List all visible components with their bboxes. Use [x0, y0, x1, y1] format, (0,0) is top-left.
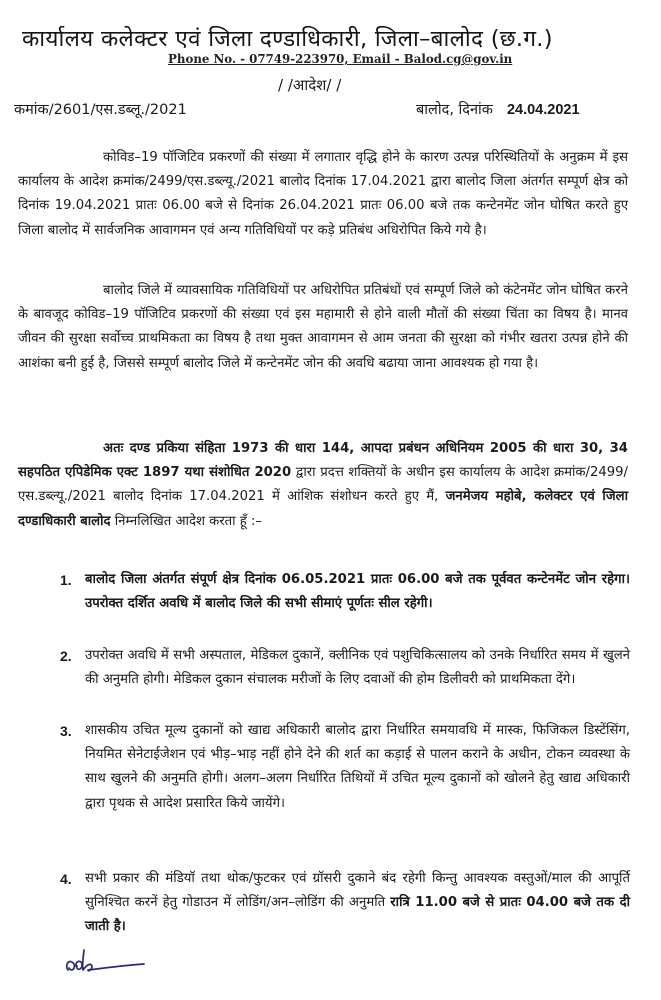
order-number: 4. [60, 871, 72, 887]
place-date [416, 99, 580, 119]
paragraph-text: कोविड–19 पॉजिटिव प्रकरणों की संख्या में लगातार वृद्धि होने के कारण उत्पन्न परिस्थितियों के अनुक्रम में इस कार्यालय के आदेश क्रमांक/2499/एस.डब्ल्यू./2021 बालोद दिनांक 17.04.2021 द्वारा बालोद जिला अंतर्गत सम्पूर्ण क्षेत्र को दिनांक 19.04.2021 प्रातः 06.00 बजे से दिनांक 26.04.2021 प्रातः 06.00 बजे तक कन्टेनमेंट जोन घोषित करते हुए जिला बालोद में सार्वजनिक आवागमन एवं अन्य गतिविधियों पर कड़े प्रतिबंध अधिरोपित किये गये है। [18, 150, 628, 238]
order-number: 3. [60, 723, 72, 739]
order-item [58, 867, 630, 940]
order-list [58, 644, 630, 692]
reference-number: कमांक/2601/एस.डब्लू./2021 [14, 102, 187, 118]
paragraph-text: बालोद जिले में व्यावसायिक गतिविधियों पर अधिरोपित प्रतिबंधों एवं सम्पूर्ण जिले को कंटेनमेंट जोन घोषित करने के बावजूद कोविड–19 पॉजिटिव प्रकरणों की संख्या एवं इस महामारी से होने वाली मौतों की संख्या चिंता का विषय है। मानव जीवन की सुरक्षा सर्वोच्च प्राथमिकता का विषय है तथा मुक्त आवागमन से आम जनता की सुरक्षा को गंभीर खतरा उत्पन्न होने की आशंका बनी हुई है, जिससे सम्पूर्ण बालोद जिले में कन्टेनमेंट जोन की अवधि बढाया जाना आवश्यक हो गया है। [18, 283, 628, 371]
order-list [58, 719, 630, 816]
signature-stroke [67, 950, 144, 971]
signature [62, 944, 152, 980]
paragraph-concern [18, 279, 628, 376]
order-item [58, 568, 630, 616]
paragraph-authority [18, 437, 628, 534]
paragraph-text: द्वारा प्रदत्त शक्तियों के अधीन इस कार्यालय के आदेश क्रमांक/2499/एस.डब्ल्यू./2021 बालोद दिनांक 17.04.2021 में आंशिक संशोधन करते हुए मैं, [18, 465, 628, 505]
order-text: उपरोक्त अवधि में सभी अस्पताल, मेडिकल दुकानें, क्लीनिक एवं पशुचिकित्सालय को उनके निर्धारित समय में खुलने की अनुमति होगी। मेडिकल दुकान संचालक मरीजों के लिए दवाओं की होम डिलीवरी को प्राथमिकता देंगे। [85, 648, 630, 688]
order-text-emphasis: रात्रि 11.00 बजे से प्रातः 04.00 बजे तक दी जाती है। [85, 895, 631, 935]
order-number: 1. [60, 572, 72, 588]
order-heading: / /आदेश/ / [278, 76, 342, 94]
order-text: शासकीय उचित मूल्य दुकानों को खाद्य अधिकारी बालोद द्वारा निर्धारित समयावधि में मास्क, फिजिकल डिस्टेंसिंग, नियमित सेनेटाईजेशन एवं भीड़–भाड़ नहीं होने देने की शर्त का कड़ाई से पालन कराने के अधीन, टोकन व्यवस्था के साथ खुलने की अनुमति होगी। अलग–अलग निर्धारित तिथियों में उचित मूल्य दुकानों को खोलने हेतु खाद्य अधिकारी द्वारा पृथक से आदेश प्रसारित किये जायेंगे। [85, 723, 630, 811]
order-list [58, 568, 630, 616]
order-date: 24.04.2021 [506, 102, 580, 118]
order-number: 2. [60, 648, 72, 664]
order-item [58, 719, 630, 816]
legal-provisions: अतः दण्ड प्रकिया संहिता 1973 की धारा 144, आपदा प्रबंधन अधिनियम 2005 की धारा 30, 34 सहपठित एपिडेमिक एक्ट 1897 यथा संशोधित 2020 [18, 441, 628, 481]
contact-line: Phone No. - 07749-223970, Email - Balod.cg@gov.in [168, 52, 513, 66]
office-title: कार्यालय कलेक्टर एवं जिला दण्डाधिकारी, जिला–बालोद (छ.ग.) [22, 26, 553, 52]
paragraph-background [18, 146, 628, 243]
order-item [58, 644, 630, 692]
issuing-officer: जनमेजय महोबे, कलेक्टर एवं जिला दण्डाधिकारी बालोद [18, 489, 628, 529]
order-text: बालोद जिला अंतर्गत संपूर्ण क्षेत्र दिनांक 06.05.2021 प्रातः 06.00 बजे तक पूर्ववत कन्टेनमेंट जोन रहेगा। उपरोक्त दर्शित अवधि में बालोद जिले की सभी सीमाएं पूर्णतः सील रहेगी। [85, 572, 630, 612]
order-list [58, 867, 630, 940]
place-date-label: बालोद, दिनांक [416, 102, 493, 118]
paragraph-text: निम्नलिखित आदेश करता हूँ :– [110, 513, 262, 529]
order-text: सभी प्रकार की मंडियॉ तथा थोक/फुटकर एवं ग्रॉसरी दुकाने बंद रहेगी किन्तु आवश्यक वस्तुओं/माल की आपूर्ति सुनिश्चित करनें हेतु गोडाउन में लोडिंग/अन–लोडिंग की अनुमति [85, 871, 630, 911]
